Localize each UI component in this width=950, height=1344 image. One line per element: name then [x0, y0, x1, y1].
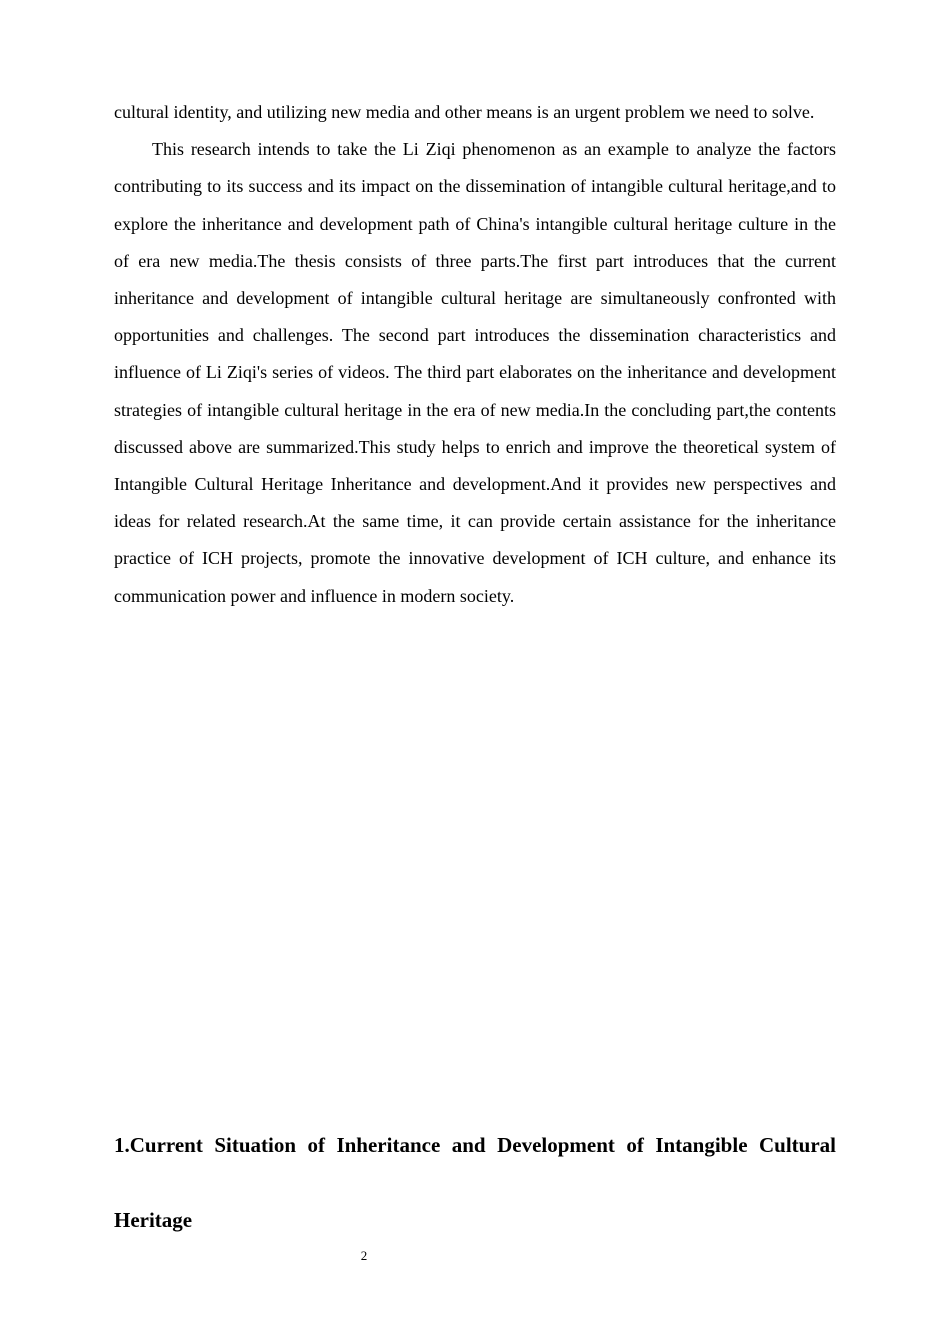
page-number: 2	[360, 1248, 368, 1263]
section-heading: 1.Current Situation of Inheritance and Development of Intangible Cultural Heritage	[114, 1133, 836, 1232]
paragraph-continuation: cultural identity, and utilizing new media and other means is an urgent problem we need to solve.	[114, 102, 815, 122]
body-text	[114, 94, 836, 615]
paragraph-research-overview: This research intends to take the Li Ziqi phenomenon as an example to analyze the factors contributing to its success and its impact on the dissemination of intangible cultural heritage,and to explore the inheritance and development path of China's intangible cultural heritage culture in the of era new media.The thesis consists of three parts.The first part introduces that the current inheritance and development of intangible cultural heritage are simultaneously confronted with opportunities and challenges. The second part introduces the dissemination characteristics and influence of Li Ziqi's series of videos. The third part elaborates on the inheritance and development strategies of intangible cultural heritage in the era of new media.In the concluding part,the contents discussed above are summarized.This study helps to enrich and improve the theoretical system of Intangible Cultural Heritage Inheritance and development.And it provides new perspectives and ideas for related research.At the same time, it can provide certain assistance for the inheritance practice of ICH projects, promote the innovative development of ICH culture, and enhance its communication power and influence in modern society.	[114, 139, 836, 606]
